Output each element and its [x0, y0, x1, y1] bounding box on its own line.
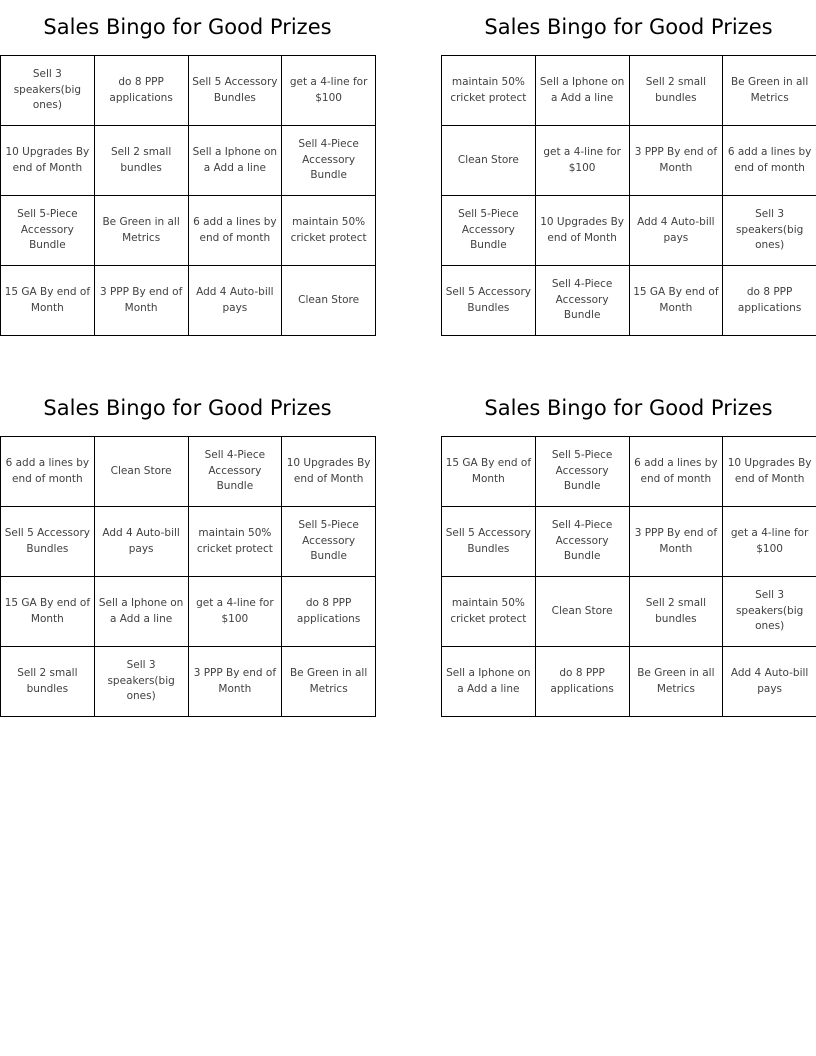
bingo-cell: Sell a Iphone on a Add a line — [535, 56, 629, 126]
grid-row — [442, 56, 816, 126]
grid-row — [1, 507, 376, 577]
bingo-cell: do 8 PPP applications — [723, 266, 816, 336]
grid-row — [1, 266, 376, 336]
bingo-cell: Sell 3 speakers(big ones) — [94, 647, 188, 717]
bingo-cell: Be Green in all Metrics — [723, 56, 816, 126]
bingo-cell: Sell 4-Piece Accessory Bundle — [188, 437, 282, 507]
bingo-cell: 10 Upgrades By end of Month — [1, 126, 95, 196]
bingo-cell: Clean Store — [94, 437, 188, 507]
grid-row — [1, 126, 376, 196]
bingo-cell: Sell 5 Accessory Bundles — [442, 507, 536, 577]
bingo-grid — [441, 55, 816, 336]
bingo-cell: maintain 50% cricket protect — [188, 507, 282, 577]
bingo-cell: get a 4-line for $100 — [282, 56, 376, 126]
bingo-cell: Add 4 Auto-bill pays — [723, 647, 816, 717]
bingo-cell: maintain 50% cricket protect — [282, 196, 376, 266]
bingo-cell: Sell 4-Piece Accessory Bundle — [535, 507, 629, 577]
card-title: Sales Bingo for Good Prizes — [484, 396, 773, 420]
bingo-cell: 3 PPP By end of Month — [629, 507, 723, 577]
grid-row — [442, 647, 816, 717]
grid-row — [442, 577, 816, 647]
grid-row — [1, 647, 376, 717]
bingo-cell: Add 4 Auto-bill pays — [94, 507, 188, 577]
grid-row — [1, 577, 376, 647]
bingo-cell: maintain 50% cricket protect — [442, 577, 536, 647]
bingo-cell: get a 4-line for $100 — [723, 507, 816, 577]
bingo-cell: Sell 3 speakers(big ones) — [723, 577, 816, 647]
bingo-grid — [0, 55, 376, 336]
bingo-cell: do 8 PPP applications — [282, 577, 376, 647]
bingo-cell: Be Green in all Metrics — [629, 647, 723, 717]
bingo-cell: Sell 5 Accessory Bundles — [188, 56, 282, 126]
bingo-cell: 15 GA By end of Month — [1, 266, 95, 336]
bingo-cell: do 8 PPP applications — [94, 56, 188, 126]
bingo-cell: Be Green in all Metrics — [282, 647, 376, 717]
bingo-grid — [0, 436, 376, 717]
grid-row — [442, 266, 816, 336]
grid-row — [1, 196, 376, 266]
bingo-cell: maintain 50% cricket protect — [442, 56, 536, 126]
bingo-cell: 6 add a lines by end of month — [1, 437, 95, 507]
bingo-cell: Sell 5 Accessory Bundles — [442, 266, 536, 336]
grid-row — [442, 126, 816, 196]
grid-row — [1, 56, 376, 126]
card-title: Sales Bingo for Good Prizes — [484, 15, 773, 39]
bingo-cell: Sell 3 speakers(big ones) — [723, 196, 816, 266]
bingo-cell: get a 4-line for $100 — [188, 577, 282, 647]
bingo-cell: 3 PPP By end of Month — [188, 647, 282, 717]
bingo-cell: Clean Store — [535, 577, 629, 647]
bingo-cell: 3 PPP By end of Month — [629, 126, 723, 196]
grid-row — [442, 507, 816, 577]
bingo-cell: Sell 3 speakers(big ones) — [1, 56, 95, 126]
bingo-cell: 6 add a lines by end of month — [723, 126, 816, 196]
bingo-cell: Sell 2 small bundles — [629, 577, 723, 647]
bingo-cell: Sell 5-Piece Accessory Bundle — [535, 437, 629, 507]
bingo-cell: 15 GA By end of Month — [1, 577, 95, 647]
bingo-cell: Sell 5-Piece Accessory Bundle — [1, 196, 95, 266]
bingo-cell: get a 4-line for $100 — [535, 126, 629, 196]
bingo-cell: Sell 5-Piece Accessory Bundle — [282, 507, 376, 577]
grid-row — [442, 437, 816, 507]
bingo-cell: 6 add a lines by end of month — [629, 437, 723, 507]
grid-row — [1, 437, 376, 507]
bingo-cell: Sell 2 small bundles — [629, 56, 723, 126]
card-title: Sales Bingo for Good Prizes — [43, 15, 332, 39]
bingo-grid — [441, 436, 816, 717]
bingo-cell: 10 Upgrades By end of Month — [535, 196, 629, 266]
bingo-cell: Sell 5 Accessory Bundles — [1, 507, 95, 577]
grid-row — [442, 196, 816, 266]
bingo-cell: Clean Store — [282, 266, 376, 336]
bingo-cell: Sell 4-Piece Accessory Bundle — [535, 266, 629, 336]
bingo-cell: Sell a Iphone on a Add a line — [94, 577, 188, 647]
bingo-cell: Add 4 Auto-bill pays — [629, 196, 723, 266]
bingo-cell: 15 GA By end of Month — [442, 437, 536, 507]
bingo-cell: Sell a Iphone on a Add a line — [442, 647, 536, 717]
bingo-cell: Add 4 Auto-bill pays — [188, 266, 282, 336]
card-title: Sales Bingo for Good Prizes — [43, 396, 332, 420]
bingo-cell: 15 GA By end of Month — [629, 266, 723, 336]
bingo-cell: Sell 2 small bundles — [1, 647, 95, 717]
bingo-cell: 3 PPP By end of Month — [94, 266, 188, 336]
bingo-cell: 10 Upgrades By end of Month — [723, 437, 816, 507]
bingo-cell: 6 add a lines by end of month — [188, 196, 282, 266]
bingo-cell: Sell a Iphone on a Add a line — [188, 126, 282, 196]
bingo-cell: Sell 2 small bundles — [94, 126, 188, 196]
bingo-cell: 10 Upgrades By end of Month — [282, 437, 376, 507]
bingo-cell: Sell 4-Piece Accessory Bundle — [282, 126, 376, 196]
bingo-cell: Clean Store — [442, 126, 536, 196]
bingo-cell: Be Green in all Metrics — [94, 196, 188, 266]
bingo-cell: Sell 5-Piece Accessory Bundle — [442, 196, 536, 266]
bingo-cell: do 8 PPP applications — [535, 647, 629, 717]
